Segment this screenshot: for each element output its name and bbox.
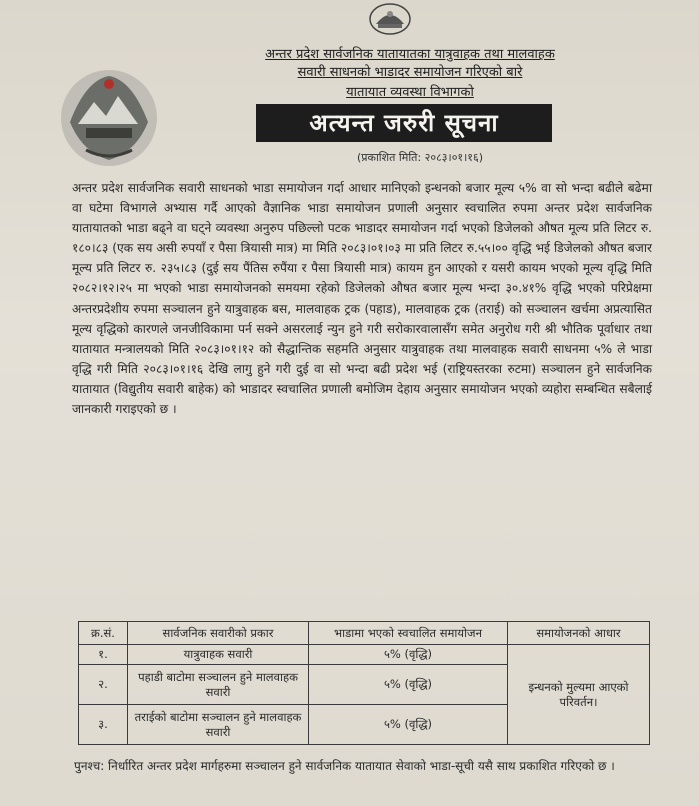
- department-name: यातायात व्यवस्था विभागको: [346, 85, 474, 100]
- row-sn: २.: [79, 665, 128, 705]
- col-header-basis: समायोजनको आधार: [508, 622, 650, 645]
- postscript-note: पुनश्च: निर्धारित अन्तर प्रदेश मार्गहरुमा सञ्चालन हुने सार्वजनिक यातायात सेवाको भाडा-सूची यसै साथ प्रकाशित गरिएको छ ।: [74, 759, 615, 773]
- row-vehicle-type: यात्रुवाहक सवारी: [128, 645, 309, 665]
- nepal-emblem-icon: [368, 2, 412, 36]
- published-date: (प्रकाशित मिति: २०८३।०१।१६): [356, 151, 484, 164]
- notice-body: अन्तर प्रदेश सार्वजनिक सवारी साधनको भाडा समायोजन गर्दा आधार मानिएको इन्धनको बजार मूल्य ५% वा सो भन्दा बढीले बढेमा वा घटेमा विभागले अभ्यास गर्दै आएको वैज्ञानिक भाडा समायोजन प्रणाली अनुसार स्वचालित रुपमा अन्तर प्रदेश सार्वजनिक यातायातको भाडा बढ्ने वा घट्ने व्यवस्था अनुरुप पछिल्लो पटक भाडादर समायोजन गर्दा भएको डिजेलको औषत मूल्य प्रति लिटर रु. १८०।८३ (एक सय असी रुपयाँ र पैसा त्रियासी मात्र) मा मिति २०८३।०१।०३ मा प्रति लिटर रु.५५।०० वृद्धि भई डिजेलको औषत बजार मूल्य प्रति लिटर रु. २३५।८३ (दुई सय पैंतिस रुपैंया र पैसा त्रियासी मात्र) कायम हुन आएको र यसरी कायम भएको मूल्य वृद्धि मिति २०८२।१२।२५ मा भएको भाडा समायोजनको समयमा रहेको डिजेलको औषत बजार मूल्य भन्दा ३०.४१% वृद्धि भएको परिप्रेक्षमा अन्तरप्रदेशीय रुपमा सञ्चालन हुने यात्रुवाहक बस, मालवाहक ट्रक (पहाड), मालवाहक ट्रक (तराई) को सञ्चालन खर्चमा अप्रत्यासित मूल्य वृद्धिको कारणले जनजीविकामा पर्न सक्ने असरलाई न्युन हुने गरी सरोकारवालासँग समेत अनुरोध गरी श्री भौतिक पूर्वाधार तथा यातायात मन्त्रालयको मिति २०८३।०१।१२ को सैद्धान्तिक सहमति अनुसार यात्रुवाहक तथा मालवाहक सवारी साधनमा ५% ले भाडा वृद्धि गरी मिति २०८३।०१।१६ देखि लागु हुने गरी दुई वा सो भन्दा बढी प्रदेश भई (राष्ट्रियस्तरका रुटमा) सञ्चालन हुने सार्वजनिक यातायात (विद्युतीय सवारी बाहेक) को भाडादर स्वचालित प्रणाली बमोजिम देहाय अनुसार समायोजन भएको व्यहोरा सम्बन्धित सबैलाई जानकारी गराइएको छ ।: [72, 181, 652, 417]
- col-header-adjustment: भाडामा भएको स्वचालित समायोजन: [309, 622, 508, 645]
- col-header-vehicle-type: सार्वजनिक सवारीको प्रकार: [128, 622, 309, 645]
- table-row: [79, 645, 650, 665]
- col-header-sn: क्र.सं.: [79, 622, 128, 645]
- fare-adjustment-table: [78, 621, 650, 745]
- row-adjustment: ५% (वृद्धि): [309, 705, 508, 745]
- government-logo-icon: [56, 62, 162, 172]
- urgent-notice-banner: अत्यन्त जरुरी सूचना: [256, 104, 552, 142]
- row-sn: १.: [79, 645, 128, 665]
- title-line-2: सवारी साधनको भाडादर समायोजन गरिएको बारे: [297, 65, 523, 80]
- row-vehicle-type: पहाडी बाटोमा सञ्चालन हुने मालवाहक सवारी: [128, 665, 309, 705]
- row-adjustment: ५% (वृद्धि): [309, 665, 508, 705]
- title-line-1: अन्तर प्रदेश सार्वजनिक यातायातका यात्रुवाहक तथा मालवाहक: [265, 47, 555, 62]
- table-header-row: [79, 622, 650, 645]
- row-sn: ३.: [79, 705, 128, 745]
- row-vehicle-type: तराईको बाटोमा सञ्चालन हुने मालवाहक सवारी: [128, 705, 309, 745]
- adjustment-basis: इन्धनको मुल्यमा आएको परिवर्तन।: [508, 645, 650, 745]
- row-adjustment: ५% (वृद्धि): [309, 645, 508, 665]
